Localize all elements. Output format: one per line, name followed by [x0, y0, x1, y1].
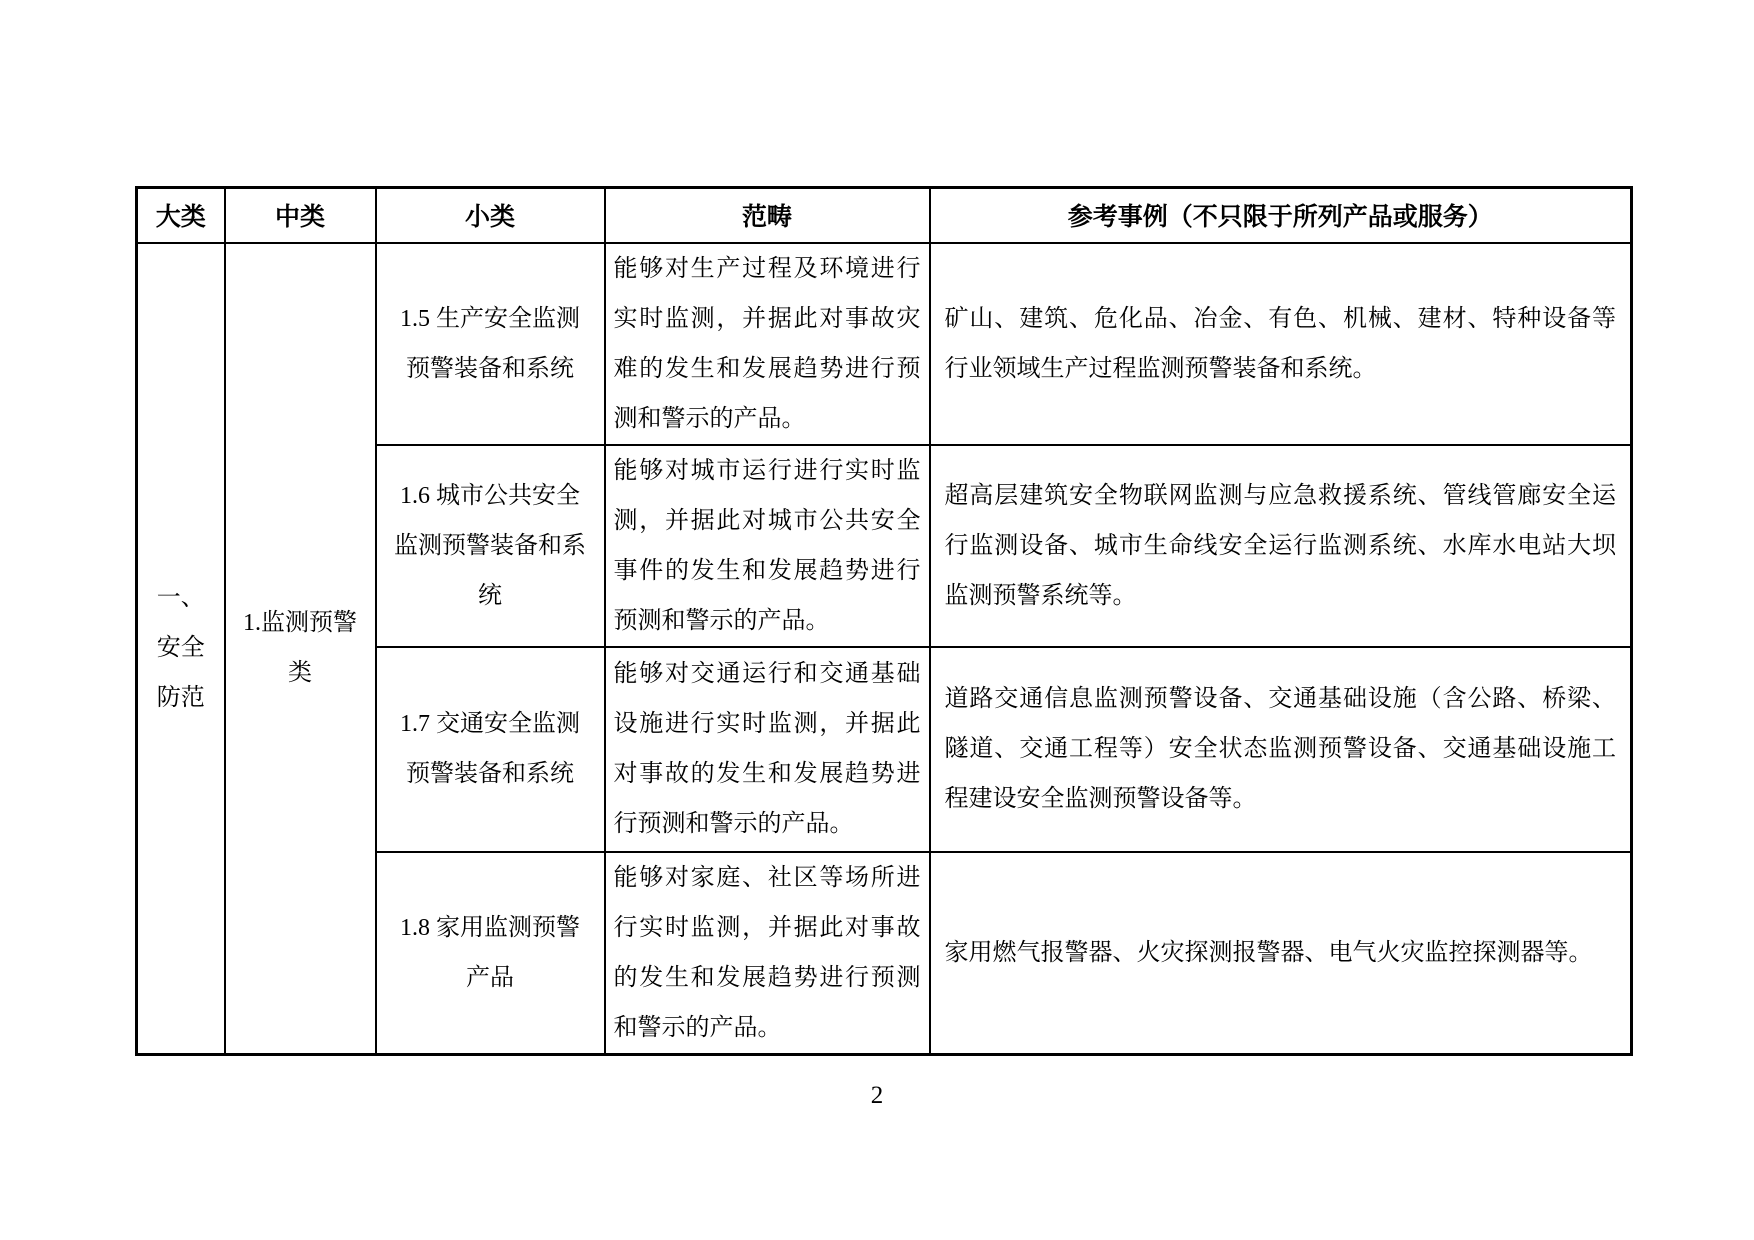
scope-cell-1-5: 能够对生产过程及环境进行实时监测，并据此对事故灾难的发生和发展趋势进行预测和警示的产品。 — [605, 243, 930, 445]
sub-category-cell-1-7: 1.7 交通安全监测 预警装备和系统 — [376, 647, 605, 852]
header-cell-middle-category: 中类 — [225, 188, 376, 243]
examples-cell-1-6: 超高层建筑安全物联网监测与应急救援系统、管线管廊安全运行监测设备、城市生命线安全运行监测系统、水库水电站大坝监测预警系统等。 — [930, 445, 1632, 647]
major-category-cell: 一、 安全 防范 — [137, 243, 225, 1055]
header-cell-scope: 范畴 — [605, 188, 930, 243]
scope-cell-1-6: 能够对城市运行进行实时监测，并据此对城市公共安全事件的发生和发展趋势进行预测和警示的产品。 — [605, 445, 930, 647]
middle-category-cell: 1.监测预警 类 — [225, 243, 376, 1055]
header-cell-sub-category: 小类 — [376, 188, 605, 243]
sub-category-cell-1-5: 1.5 生产安全监测 预警装备和系统 — [376, 243, 605, 445]
header-cell-examples: 参考事例（不只限于所列产品或服务） — [930, 188, 1632, 243]
scope-cell-1-7: 能够对交通运行和交通基础设施进行实时监测，并据此对事故的发生和发展趋势进行预测和警示的产品。 — [605, 647, 930, 852]
scope-cell-1-8: 能够对家庭、社区等场所进行实时监测，并据此对事故的发生和发展趋势进行预测和警示的产品。 — [605, 852, 930, 1055]
sub-category-cell-1-6: 1.6 城市公共安全 监测预警装备和系 统 — [376, 445, 605, 647]
examples-cell-1-8: 家用燃气报警器、火灾探测报警器、电气火灾监控探测器等。 — [930, 852, 1632, 1055]
page-number: 2 — [870, 1082, 884, 1109]
table-header-row — [137, 188, 1632, 243]
examples-cell-1-7: 道路交通信息监测预警设备、交通基础设施（含公路、桥梁、隧道、交通工程等）安全状态监测预警设备、交通基础设施工程建设安全监测预警设备等。 — [930, 647, 1632, 852]
sub-category-cell-1-8: 1.8 家用监测预警 产品 — [376, 852, 605, 1055]
classification-table — [135, 186, 1633, 1056]
examples-cell-1-5: 矿山、建筑、危化品、冶金、有色、机械、建材、特种设备等行业领域生产过程监测预警装备和系统。 — [930, 243, 1632, 445]
header-cell-major-category: 大类 — [137, 188, 225, 243]
table-row-1-5 — [137, 243, 1632, 445]
